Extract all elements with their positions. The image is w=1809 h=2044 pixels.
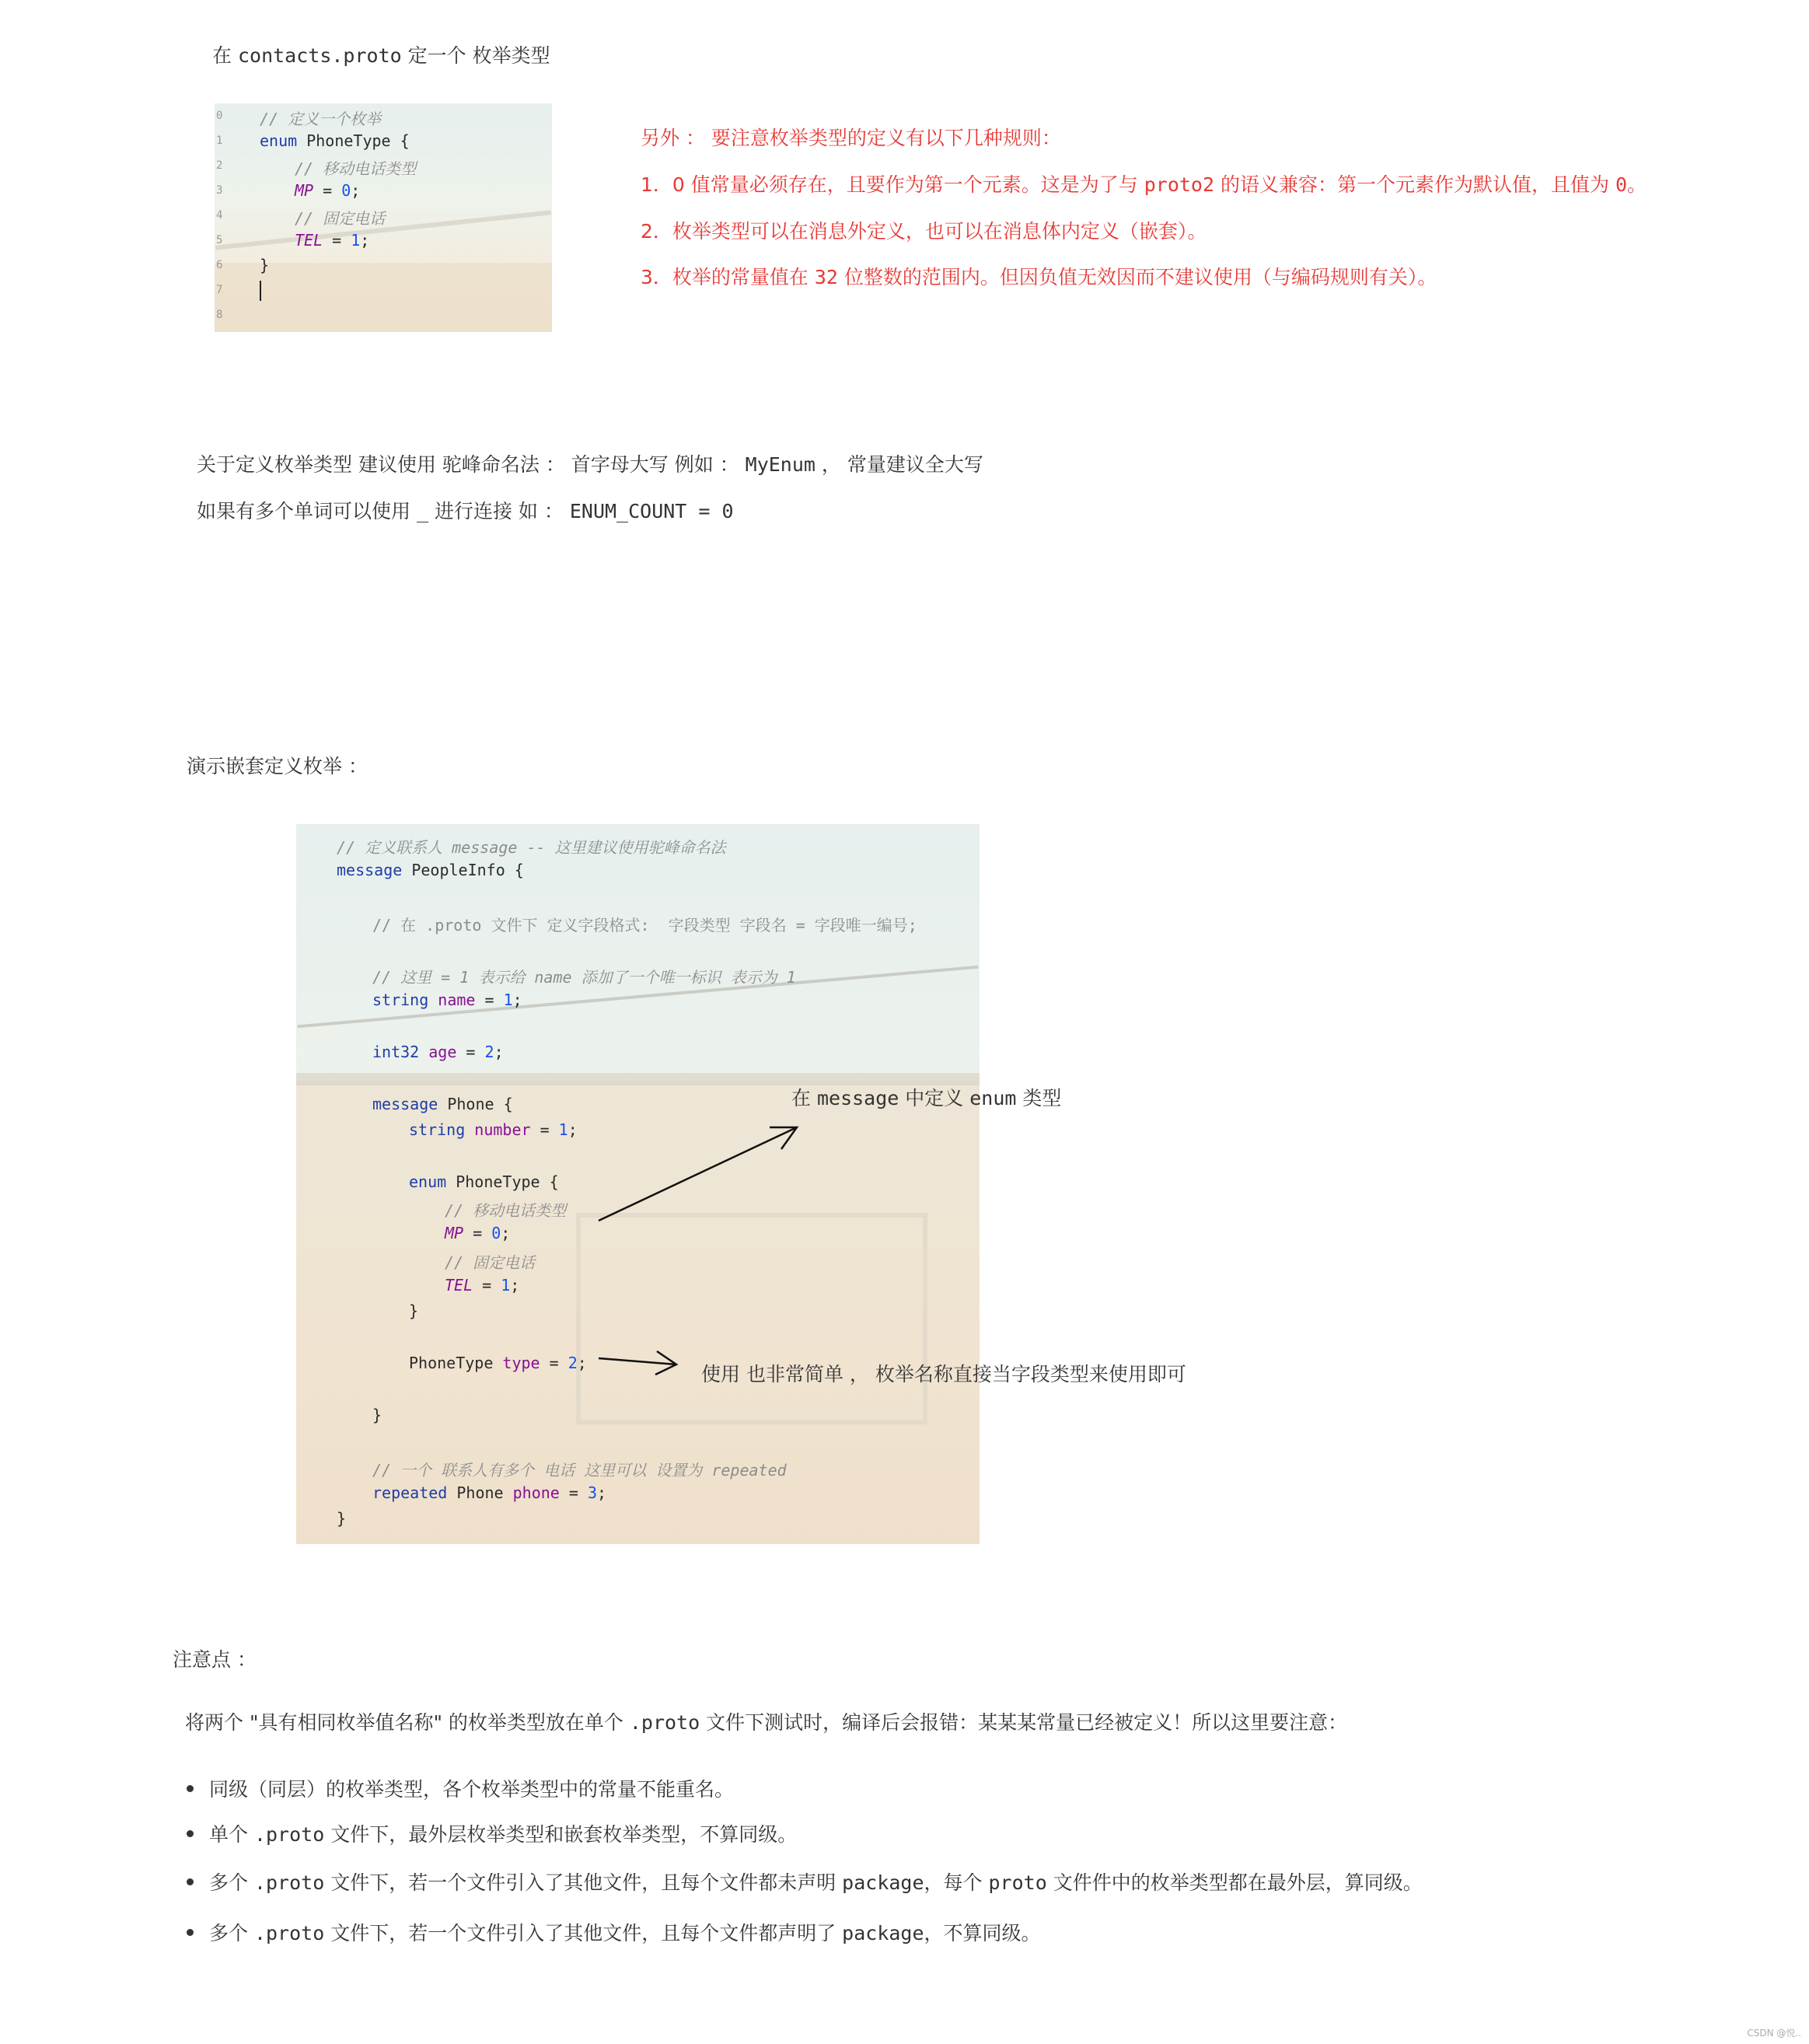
code-line: // 这里 = 1 表示给 name 添加了一个唯一标识 表示为 1 <box>372 968 796 987</box>
code-line: } <box>372 1406 382 1424</box>
line-number: 4 <box>216 209 223 222</box>
code-line: enum PhoneType { <box>260 131 410 150</box>
code-line: // 移动电话类型 <box>295 159 417 178</box>
intro-suffix: 定一个 枚举类型 <box>407 44 550 67</box>
notes-title: 注意点 ： <box>173 1648 257 1671</box>
rules-title: 另外 ： 要注意枚举类型的定义有以下几种规则： <box>641 127 1061 149</box>
code-line: // 一个 联系人有多个 电话 这里可以 设置为 repeated <box>372 1461 787 1480</box>
watermark: CSDN @悦.. <box>1747 2028 1801 2039</box>
code-line: // 固定电话 <box>445 1253 536 1272</box>
code-line: } <box>260 256 270 274</box>
code-line: MP = 0; <box>295 181 361 200</box>
nested-title: 演示嵌套定义枚举 ： <box>187 755 368 777</box>
code-line: // 定义一个枚举 <box>260 110 382 128</box>
code-line: message Phone { <box>372 1095 513 1113</box>
note-bullet-1: 同级（同层）的枚举类型，各个枚举类型中的常量不能重名。 <box>187 1774 734 1802</box>
line-number: 6 <box>216 259 223 271</box>
bullet-dot <box>187 1929 194 1936</box>
code-line: repeated Phone phone = 3; <box>372 1483 607 1502</box>
line-number: 7 <box>216 284 223 296</box>
line-number: 0 <box>216 110 223 122</box>
code-line: // 移动电话类型 <box>445 1201 567 1220</box>
rule-1: 1．0 值常量必须存在，且要作为第一个元素。这是为了与 proto2 的语义兼容：第一个元素作为默认值，且值为 0。 <box>641 173 1647 196</box>
line-number: 3 <box>216 184 223 197</box>
arrow-to-enum-note <box>599 1127 797 1221</box>
note-bullet-4: 多个 .proto 文件下，若一个文件引入了其他文件，且每个文件都声明了 package，不算同级。 <box>187 1918 1041 1946</box>
note-bullet-2: 单个 .proto 文件下，最外层枚举类型和嵌套枚举类型，不算同级。 <box>187 1819 797 1847</box>
bullet-dot <box>187 1830 194 1837</box>
code-line: int32 age = 2; <box>372 1043 504 1061</box>
bullet-dot <box>187 1878 194 1885</box>
line-number: 2 <box>216 159 223 172</box>
code-line: enum PhoneType { <box>409 1172 559 1191</box>
naming-line-1: 关于定义枚举类型 建议使用 驼峰命名法 ： 首字母大写 例如 ： MyEnum ， 常量建议全大写 <box>197 453 983 476</box>
bullet-dot <box>187 1785 194 1792</box>
code-line: // 定义联系人 message -- 这里建议使用驼峰命名法 <box>337 838 726 857</box>
code-line: } <box>409 1302 419 1320</box>
code-line: PhoneType type = 2; <box>409 1354 587 1372</box>
rule-2: 2．枚举类型可以在消息外定义，也可以在消息体内定义（嵌套）。 <box>641 220 1207 243</box>
intro-prefix: 在 <box>212 44 232 67</box>
code-line: } <box>337 1509 347 1528</box>
code-line: // 固定电话 <box>295 209 386 228</box>
arrow-to-usage-note <box>599 1358 676 1364</box>
line-number: 5 <box>216 234 223 246</box>
annotation-enum-in-message: 在 message 中定义 enum 类型 <box>791 1087 1062 1109</box>
code-line: message PeopleInfo { <box>337 861 524 879</box>
annotation-usage: 使用 也非常简单 ， 枚举名称直接当字段类型来使用即可 <box>701 1363 1186 1385</box>
line-number: 8 <box>216 309 223 321</box>
note-bullet-3: 多个 .proto 文件下，若一个文件引入了其他文件，且每个文件都未声明 package，每个 proto 文件件中的枚举类型都在最外层，算同级。 <box>187 1868 1423 1896</box>
notes-intro: 将两个 "具有相同枚举值名称" 的枚举类型放在单个 .proto 文件下测试时，编译后会报错：某某某常量已经被定义！所以这里要注意： <box>185 1711 1348 1734</box>
code-line: TEL = 1; <box>295 231 370 250</box>
code-line: TEL = 1; <box>445 1276 520 1295</box>
rule-3: 3．枚举的常量值在 32 位整数的范围内。但因负值无效因而不建议使用（与编码规则有关）。 <box>641 266 1437 288</box>
line-number: 1 <box>216 135 223 147</box>
code-line: // 在 .proto 文件下 定义字段格式: 字段类型 字段名 = 字段唯一编号; <box>372 916 917 935</box>
code-line: MP = 0; <box>445 1224 511 1242</box>
code-line: string number = 1; <box>409 1120 578 1139</box>
naming-line-2: 如果有多个单词可以使用 _ 进行连接 如 ： ENUM_COUNT = 0 <box>197 500 734 522</box>
intro-filename: contacts.proto <box>237 44 402 67</box>
code-line: string name = 1; <box>372 991 522 1009</box>
